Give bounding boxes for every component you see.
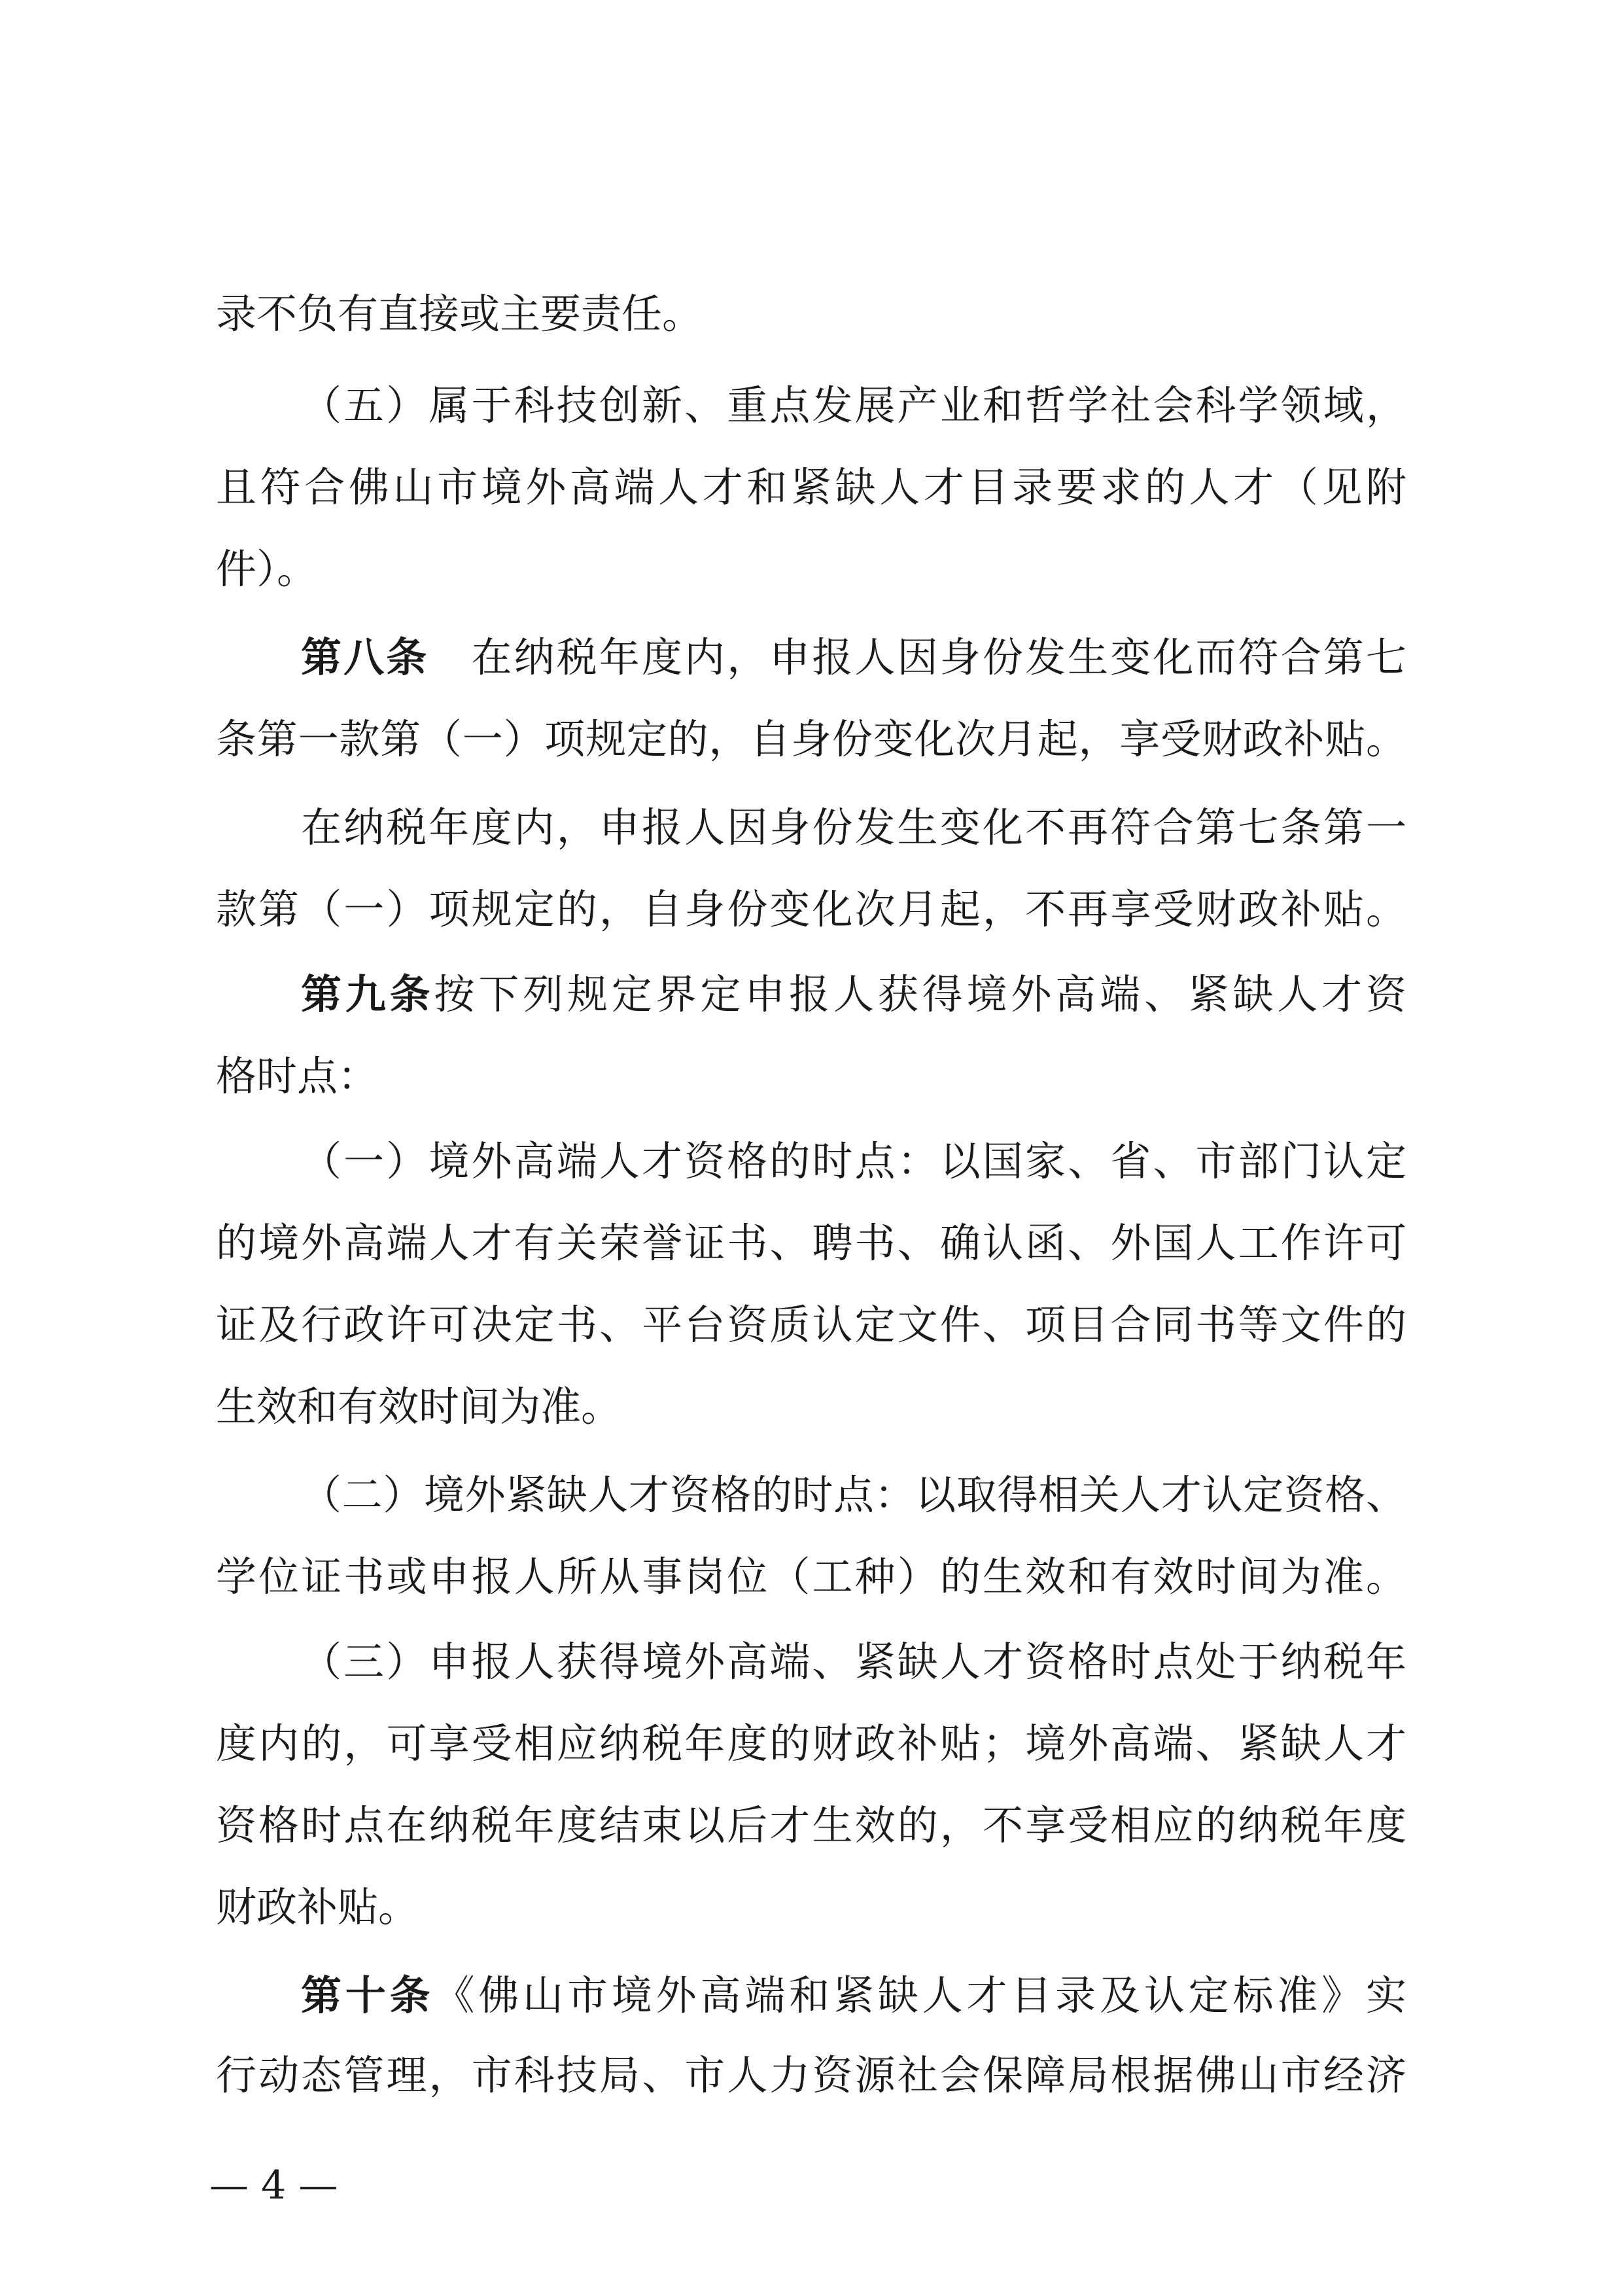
- text-line: 生效和有效时间为准。: [216, 1383, 622, 1430]
- text-line: 证及行政许可决定书、平台资质认定文件、项目合同书等文件的: [216, 1301, 1406, 1349]
- text-line: 行动态管理，市科技局、市人力资源社会保障局根据佛山市经济: [216, 2051, 1406, 2099]
- text-line: 学位证书或申报人所从事岗位（工种）的生效和有效时间为准。: [216, 1553, 1406, 1600]
- page-number: — 4 —: [209, 2163, 338, 2208]
- text-line: 资格时点在纳税年度结束以后才生效的，不享受相应的纳税年度: [216, 1801, 1406, 1849]
- article-heading: 第八条: [301, 633, 429, 681]
- article-8-line: 第八条 在纳税年度内，申报人因身份发生变化而符合第七: [301, 633, 1406, 681]
- text-line: 件）。: [216, 545, 318, 593]
- article-heading: 第九条: [301, 970, 434, 1018]
- text-line: 录不负有直接或主要责任。: [216, 290, 703, 338]
- text-line: 且符合佛山市境外高端人才和紧缺人才目录要求的人才（见附: [216, 463, 1406, 511]
- text-line: 款第（一）项规定的，自身份变化次月起，不再享受财政补贴。: [216, 885, 1406, 933]
- text-line: 条第一款第（一）项规定的，自身份变化次月起，享受财政补贴。: [216, 715, 1406, 763]
- article-heading: 第十条: [301, 1971, 434, 2019]
- text-line: 财政补贴。: [216, 1883, 419, 1931]
- text-line: （二）境外紧缺人才资格的时点：以取得相关人才认定资格、: [301, 1471, 1406, 1519]
- text-line: （三）申报人获得境外高端、紧缺人才资格时点处于纳税年: [301, 1638, 1406, 1686]
- article-10-line: 第十条《佛山市境外高端和紧缺人才目录及认定标准》实: [301, 1971, 1406, 2019]
- text-line: 度内的，可享受相应纳税年度的财政补贴；境外高端、紧缺人才: [216, 1720, 1406, 1767]
- article-9-line: 第九条按下列规定界定申报人获得境外高端、紧缺人才资: [301, 970, 1406, 1018]
- text-line: （五）属于科技创新、重点发展产业和哲学社会科学领域，: [301, 381, 1406, 429]
- text-line: 的境外高端人才有关荣誉证书、聘书、确认函、外国人工作许可: [216, 1219, 1406, 1267]
- text-line: （一）境外高端人才资格的时点：以国家、省、市部门认定: [301, 1137, 1406, 1185]
- text-line: 格时点：: [216, 1052, 379, 1100]
- text-line: 在纳税年度内，申报人因身份发生变化不再符合第七条第一: [301, 804, 1406, 851]
